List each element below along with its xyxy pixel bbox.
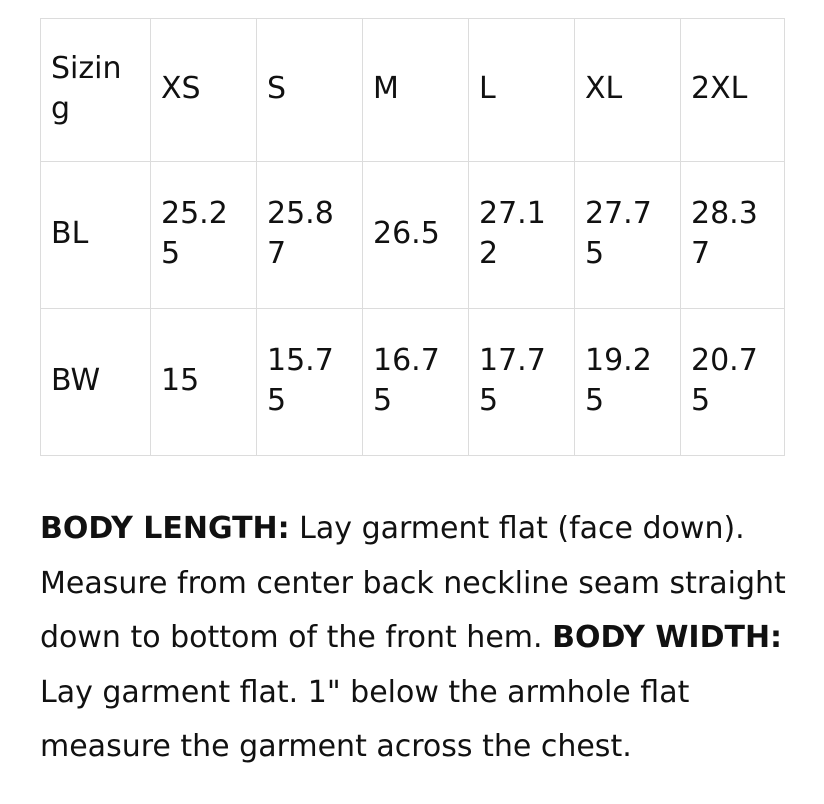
cell-bl-xl: 27.75 xyxy=(575,162,681,309)
cell-bw-s: 15.75 xyxy=(257,309,363,456)
table-row xyxy=(41,309,785,456)
cell-bl-s: 25.87 xyxy=(257,162,363,309)
column-header-xs: XS xyxy=(151,19,257,162)
body-length-label: BODY LENGTH: xyxy=(40,511,290,546)
table-header-row xyxy=(41,19,785,162)
size-chart-table xyxy=(40,18,785,456)
table-row xyxy=(41,162,785,309)
cell-bw-l: 17.75 xyxy=(469,309,575,456)
cell-bw-m: 16.75 xyxy=(363,309,469,456)
column-header-2xl: 2XL xyxy=(681,19,785,162)
cell-bl-xs: 25.25 xyxy=(151,162,257,309)
body-length-text: Lay garment flat (face down). Measure from center back neckline seam straight down to bottom of the front hem. xyxy=(40,511,786,656)
column-header-m: M xyxy=(363,19,469,162)
column-header-sizing: Sizing xyxy=(41,19,151,162)
cell-bw-2xl: 20.75 xyxy=(681,309,785,456)
body-width-label: BODY WIDTH: xyxy=(552,620,783,656)
cell-bl-l: 27.12 xyxy=(469,162,575,309)
body-width-text: Lay garment flat. 1" below the armhole flat measure the garment across the chest. xyxy=(40,674,690,765)
column-header-xl: XL xyxy=(575,19,681,162)
column-header-l: L xyxy=(469,19,575,162)
cell-bw-xs: 15 xyxy=(151,309,257,456)
column-header-s: S xyxy=(257,19,363,162)
row-label-bw: BW xyxy=(41,309,151,456)
cell-bw-xl: 19.25 xyxy=(575,309,681,456)
cell-bl-m: 26.5 xyxy=(363,162,469,309)
cell-bl-2xl: 28.37 xyxy=(681,162,785,309)
row-label-bl: BL xyxy=(41,162,151,309)
measurement-instructions xyxy=(40,502,800,775)
